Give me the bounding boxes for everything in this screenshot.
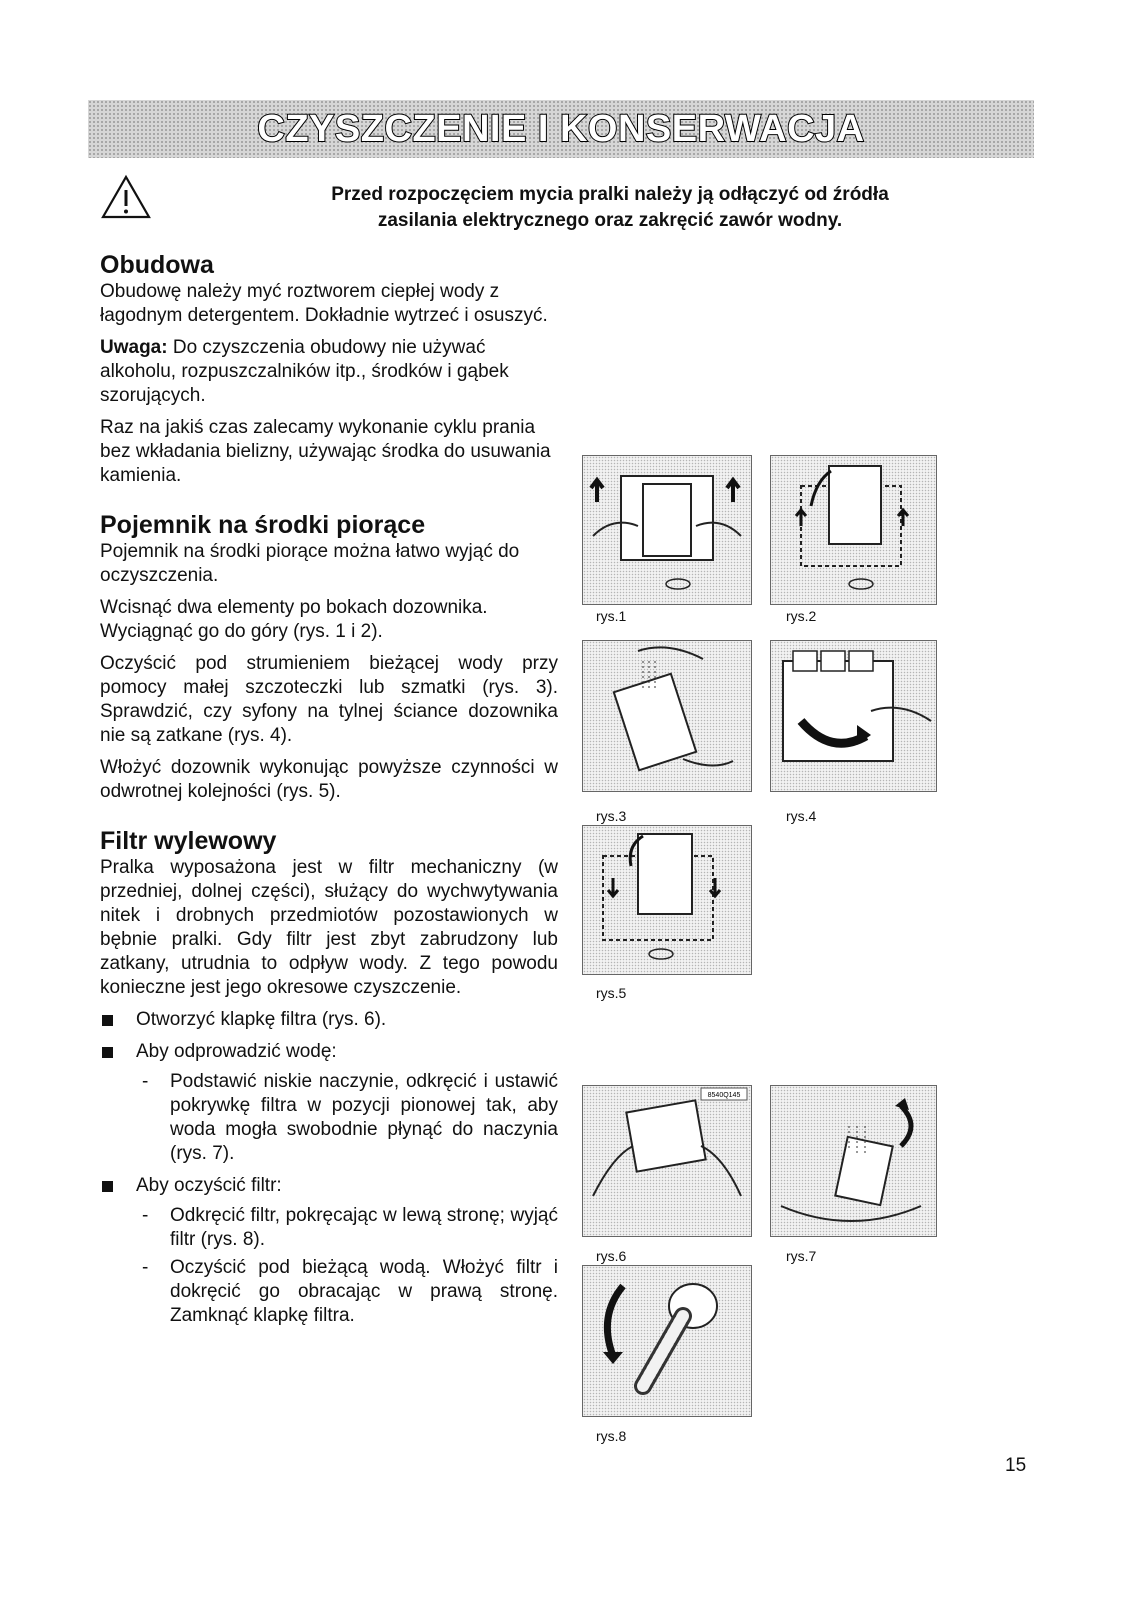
page-title: CZYSZCZENIE I KONSERWACJA	[257, 107, 865, 150]
caption-rys3: rys.3	[596, 808, 627, 824]
warning-triangle-icon	[100, 174, 152, 220]
title-banner	[88, 100, 1034, 158]
caption-rys8: rys.8	[596, 1428, 627, 1444]
uwaga-text: Do czyszczenia obudowy nie używać alkoholu, rozpuszczalników itp., środków i gąbek szorujących.	[100, 337, 509, 406]
siphon-check-illustration	[771, 641, 936, 791]
figure-rys3	[582, 640, 752, 792]
figure-rys6	[582, 1085, 752, 1237]
filtr-steps	[100, 1008, 558, 1328]
heading-obudowa: Obudowa	[100, 251, 214, 279]
filtr-step-3	[100, 1174, 558, 1328]
heading-pojemnik: Pojemnik na środki piorące	[100, 511, 426, 539]
dispenser-lift-illustration	[771, 456, 936, 604]
pojemnik-paragraph-2: Wcisnąć dwa elementy po bokach dozownika. Wyciągnąć go do góry (rys. 1 i 2).	[100, 597, 488, 642]
filtr-paragraph-1: Pralka wyposażona jest w filtr mechaniczny (w przedniej, dolnej części), służący do wychwytywania nitek i drobnych przedmiotów pozostawionych w bębnie pralki. Gdy filtr jest zbyt zabrudzony lub zatkany, utrudnia to odpływ wody. Z tego powodu konieczne jest jego okresowe czyszczenie.	[100, 857, 558, 998]
warning-line-2: zasilania elektrycznego oraz zakręcić zawór wodny.	[377, 210, 843, 231]
drain-water-illustration	[771, 1086, 936, 1236]
unscrew-filter-illustration	[583, 1266, 751, 1416]
open-filter-flap-illustration	[583, 1086, 751, 1236]
filtr-step-2	[100, 1040, 558, 1166]
filtr-step-3-substeps	[136, 1204, 558, 1328]
caption-rys4: rys.4	[786, 808, 817, 824]
caption-rys1: rys.1	[596, 608, 627, 624]
figure-rys5	[582, 825, 752, 975]
filtr-step-3-substep-2: - Oczyścić pod bieżącą wodą. Włożyć filtr i dokręcić go obracając w prawą stronę. Zamknąć klapkę filtra.	[136, 1256, 558, 1328]
pojemnik-paragraph-4: Włożyć dozownik wykonując powyższe czynności w odwrotnej kolejności (rys. 5).	[100, 757, 558, 802]
uwaga-label: Uwaga:	[100, 337, 168, 358]
caption-rys2: rys.2	[786, 608, 817, 624]
figure-rys4	[770, 640, 937, 792]
figure-rys2	[770, 455, 937, 605]
dispenser-removal-illustration	[583, 456, 751, 604]
warning-line-1: Przed rozpoczęciem mycia pralki należy ją odłączyć od źródła	[331, 184, 889, 205]
page-number: 15	[1005, 1455, 1027, 1476]
filtr-step-2-substeps	[136, 1070, 558, 1166]
main-text-column	[100, 250, 558, 1328]
heading-filtr: Filtr wylewowy	[100, 827, 277, 855]
safety-warning	[240, 182, 980, 234]
filtr-step-1: Otworzyć klapkę filtra (rys. 6).	[100, 1008, 558, 1032]
filtr-step-3-label: Aby oczyścić filtr:	[136, 1175, 282, 1196]
pojemnik-paragraph-1: Pojemnik na środki piorące można łatwo wyjąć do oczyszczenia.	[100, 541, 520, 586]
obudowa-paragraph-3: Raz na jakiś czas zalecamy wykonanie cyklu prania bez wkładania bielizny, używając środka do usuwania kamienia.	[100, 417, 551, 486]
caption-rys7: rys.7	[786, 1248, 817, 1264]
filtr-step-3-substep-1: - Odkręcić filtr, pokręcając w lewą stronę; wyjąć filtr (rys. 8).	[136, 1204, 558, 1252]
filtr-step-2-label: Aby odprowadzić wodę:	[136, 1041, 337, 1062]
figure-rys7	[770, 1085, 937, 1237]
figure-rys8	[582, 1265, 752, 1417]
figure-rys1	[582, 455, 752, 605]
obudowa-paragraph-1: Obudowę należy myć roztworem ciepłej wody z łagodnym detergentem. Dokładnie wytrzeć i osuszyć.	[100, 281, 548, 326]
rinse-dispenser-illustration	[583, 641, 751, 791]
filtr-step-2-substep-1: - Podstawić niskie naczynie, odkręcić i ustawić pokrywkę filtra w pozycji pionowej tak, aby woda mogła swobodnie płynąć do naczynia (rys. 7).	[136, 1070, 558, 1166]
figure-code: 8540Q145	[707, 1092, 741, 1099]
pojemnik-paragraph-3: Oczyścić pod strumieniem bieżącej wody przy pomocy małej szczoteczki lub szmatki (rys. 3). Sprawdzić, czy syfony na tylnej ściance dozownika nie są zatkane (rys. 4).	[100, 653, 558, 746]
caption-rys5: rys.5	[596, 985, 627, 1001]
obudowa-uwaga	[100, 336, 558, 408]
dispenser-insert-illustration	[583, 826, 751, 974]
caption-rys6: rys.6	[596, 1248, 627, 1264]
